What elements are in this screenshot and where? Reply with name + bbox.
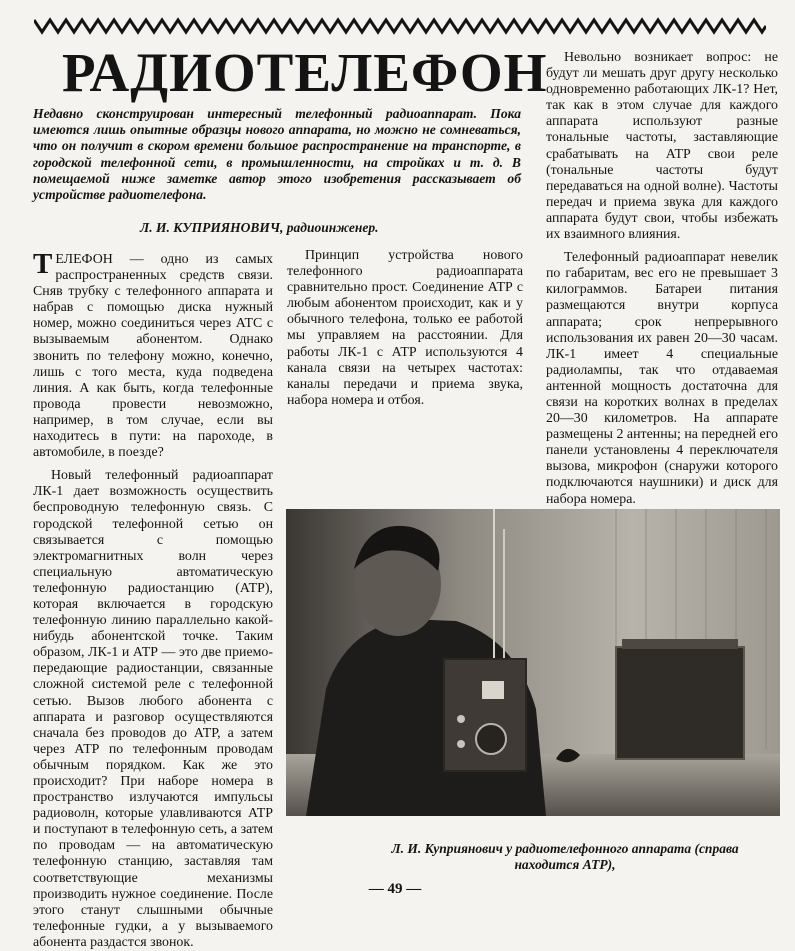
- radiotelephone-device: [444, 659, 526, 771]
- paragraph-3: Принцип устройства нового телефонного радиоаппарата сравнительно прост. Соединение АТР с любым абонентом происходит, как и у обычного телефона, только ее работой мы управляем на расстоянии. Для работы ЛК-1 с АТР используются 4 канала связи на четырех частотах: каналы передачи и приема звука, набора номера и отбоя.: [287, 248, 523, 408]
- text-column-3: [546, 50, 778, 508]
- paragraph-1: [33, 248, 273, 461]
- paragraph-5: Телефонный радиоаппарат невелик по габаритам, вес его не превышает 3 килограммов. Батареи питания размещаются внутри корпуса аппарата; срок непрерывного использования их равен 20—30 часам. ЛК-1 имеет 4 специальные радиолампы, так что отдаваемая антенной мощность достаточна для связи на коротких волнах в пределах 20—30 километров. На аппарате размещены 2 антенны; на передней его панели установлены 4 переключателя вызова, микрофон (снаружи которого подключаются наушники) и диск для набора номера.: [546, 250, 778, 507]
- drop-cap: Т: [33, 248, 53, 280]
- page-number: — 49 —: [368, 881, 422, 897]
- text-column-2: [287, 248, 523, 409]
- author-byline: Л. И. КУПРИЯНОВИЧ, радиоинженер.: [140, 220, 379, 235]
- paragraph-2: Новый телефонный радиоаппарат ЛК-1 дает возможность осуществить беспроводную телефонную связь. С городской телефонной сетью он связывается с помощью электромагнитных волн через специальную автоматическую телефонную радиостанцию (АТР), которая включается в городскую телефонную линию параллельно какой-нибудь абонентской точке. Таким образом, ЛК-1 и АТР — это две приемо-передающие радиостанции, связанные сложной системой реле с телефонной сетью. Вызов любого абонента с аппарата и разговор осуществляются сначала без проводов до АТР, а затем через АТР по телефонным проводам обычным порядком. Как же это происходит? При наборе номера в пространство излучаются импульсы радиоволн, которые улавливаются АТР и поступают в телефонную сеть, а затем по проводам — на автоматическую телефонную станцию, заставляя там соответствующие механизмы производить нужное соединение. После этого станут слышными обычные телефонные гудки, а у вызываемого абонента раздастся звонок.: [33, 468, 273, 950]
- rotary-dial: [476, 724, 506, 754]
- device-meter: [482, 681, 504, 699]
- article-photo: [286, 509, 780, 816]
- article-lead: Недавно сконструирован интересный телефонный радиоаппарат. Пока имеются лишь опытные образцы нового аппарата, но можно не сомневаться, что он получит в скором времени большое распространение на транспорте, в городской телефонной сети, в промышленности, на стройках и т. д. В помещаемой ниже заметке автор этого изобретения рассказывает об устройстве радиотелефона.: [33, 106, 521, 203]
- paragraph-1-text: ЕЛЕФОН — одно из самых распространенных средств связи. Сняв трубку с телефонного аппарата и набрав с помощью диска нужный номер, можно соединиться через АТС с вызываемым абонентом. Однако звонить по телефону можно, конечно, лишь с того места, куда подведена линия. А как быть, когда телефонные провода провести невозможно, например, в том случае, если вы находитесь в пути: на пароходе, в автомобиле, в поезде?: [33, 252, 273, 461]
- atr-station: [616, 647, 744, 759]
- paragraph-4: Невольно возникает вопрос: не будут ли мешать друг другу несколько одновременно работающих ЛК-1? Нет, так как в этом случае для каждого аппарата используют разные тональные частоты, заставляющие срабатывать на АТР свои реле (тональные частоты будут передаваться на одной волне). Частоты передач и приема звука для каждого аппарата будут свои, чтобы избежать их взаимного влияния.: [546, 50, 778, 243]
- photo-caption: Л. И. Куприянович у радиотелефонного аппарата (справа находится АТР),: [391, 841, 739, 872]
- article-title: РАДИОТЕЛЕФОН: [62, 42, 548, 103]
- decorative-zigzag-border: [34, 16, 766, 36]
- text-column-1: [33, 248, 273, 951]
